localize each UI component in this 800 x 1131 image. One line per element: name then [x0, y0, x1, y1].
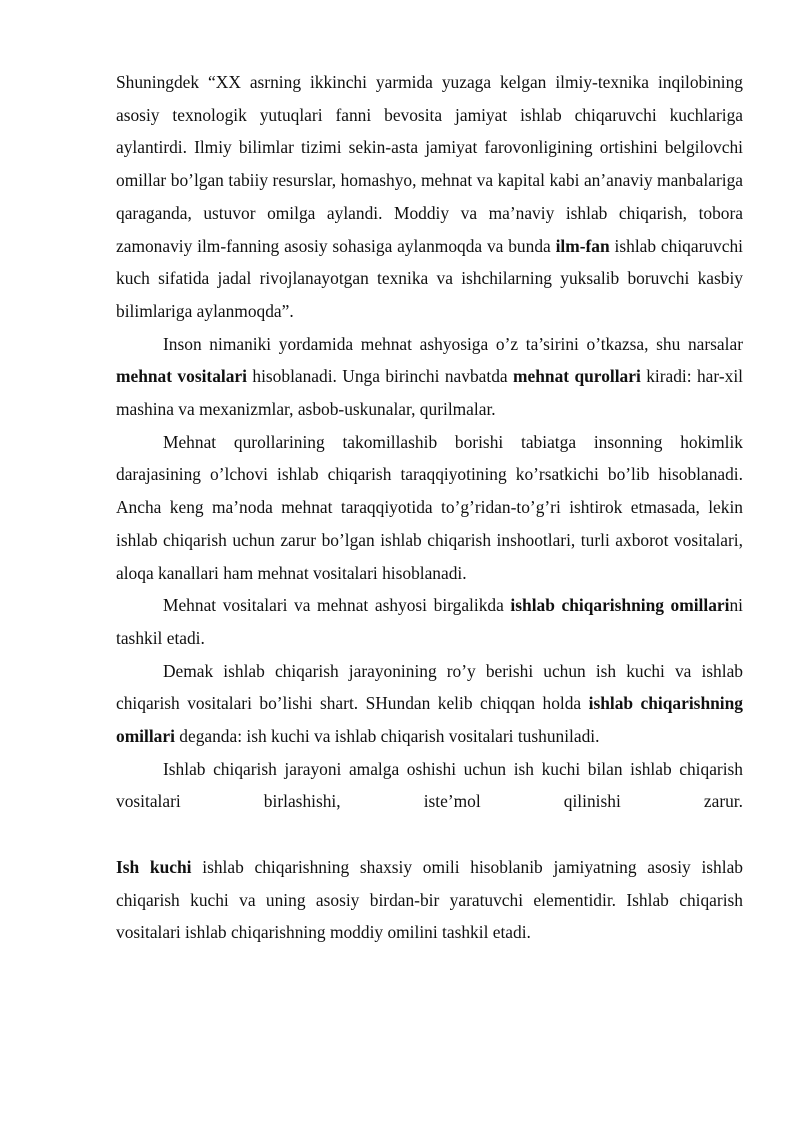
- paragraph: [116, 753, 743, 818]
- text-run: ishlab chiqaruvchi kuch sifatida jadal rivojlanayotgan texnika va ishchilarning yuksalib boruvchi kasbiy bilimlariga aylanmoqda”.: [116, 235, 744, 321]
- text-run: Ishlab chiqarish jarayoni amalga oshishi uchun ish kuchi bilan ishlab chiqarish vositalari birlashishi, iste’mol qilinishi zarur.: [116, 758, 743, 812]
- paragraph: [116, 655, 743, 753]
- bold-term: mehnat qurollari: [513, 366, 641, 387]
- text-run: ishlab chiqarishning shaxsiy omili hisoblanib jamiyatning asosiy ishlab chiqarish kuchi va uning asosiy birdan-bir yaratuvchi elementidir. Ishlab chiqarish vositalari ishlab chiqarishning moddiy omilini tashkil etadi.: [116, 856, 743, 943]
- paragraph: [116, 328, 743, 426]
- bold-term: ishlab chiqarishning omillari: [510, 595, 730, 616]
- paragraph: [116, 426, 743, 590]
- bold-term: mehnat vositalari: [116, 366, 247, 387]
- bold-term: ishlab chiqarishning omillari: [116, 693, 743, 747]
- text-run: deganda: ish kuchi va ishlab chiqarish vositalari tushuniladi.: [174, 726, 600, 747]
- text-run: Shuningdek “XX asrning ikkinchi yarmida yuzaga kelgan ilmiy-texnika inqilobining asosiy texnologik yutuqlari fanni bevosita jamiyat ishlab chiqaruvchi kuchlariga aylantirdi. Ilmiy bilimlar tizimi sekin-asta jamiyat farovonligining ortishini belgilovchi omillar bo’lgan tabiiy resurslar, homashyo, mehnat va kapital kabi an’anaviy manbalariga qaraganda, ustuvor omilga aylandi. Moddiy va ma’naviy ishlab chiqarish, tobora zamonaviy ilm-fanning asosiy sohasiga aylanmoqda va bunda: [116, 72, 743, 256]
- paragraph: [116, 66, 743, 328]
- text-run: kiradi: har-xil mashina va mexanizmlar, asbob-uskunalar, qurilmalar.: [116, 366, 743, 420]
- document-page: [116, 66, 743, 949]
- paragraph: [116, 851, 743, 949]
- blank-line: [116, 818, 743, 851]
- bold-term: ilm-fan: [555, 235, 610, 256]
- bold-term: Ish kuchi: [116, 856, 192, 877]
- text-run: ni tashkil etadi.: [116, 595, 743, 648]
- text-run: Mehnat vositalari va mehnat ashyosi birgalikda: [163, 595, 511, 616]
- text-run: hisoblanadi. Unga birinchi navbatda: [246, 366, 514, 387]
- text-run: Demak ishlab chiqarish jarayonining ro’y berishi uchun ish kuchi va ishlab chiqarish vositalari bo’lishi shart. SHundan kelib chiqqan holda: [116, 660, 743, 714]
- text-run: Inson nimaniki yordamida mehnat ashyosiga o’z ta’sirini o’tkazsa, shu narsalar: [163, 333, 743, 354]
- paragraph: [116, 589, 743, 654]
- text-run: Mehnat qurollarining takomillashib borishi tabiatga insonning hokimlik darajasining o’lchovi ishlab chiqarish taraqqiyotining ko’rsatkichi bo’lib hisoblanadi. Ancha keng ma’noda mehnat taraqqiyotida to’g’ridan-to’g’ri ishtirok etmasada, lekin ishlab chiqarish uchun zarur bo’lgan ishlab chiqarish inshootlari, turli axborot vositalari, aloqa kanallari ham mehnat vositalari hisoblanadi.: [116, 431, 743, 583]
